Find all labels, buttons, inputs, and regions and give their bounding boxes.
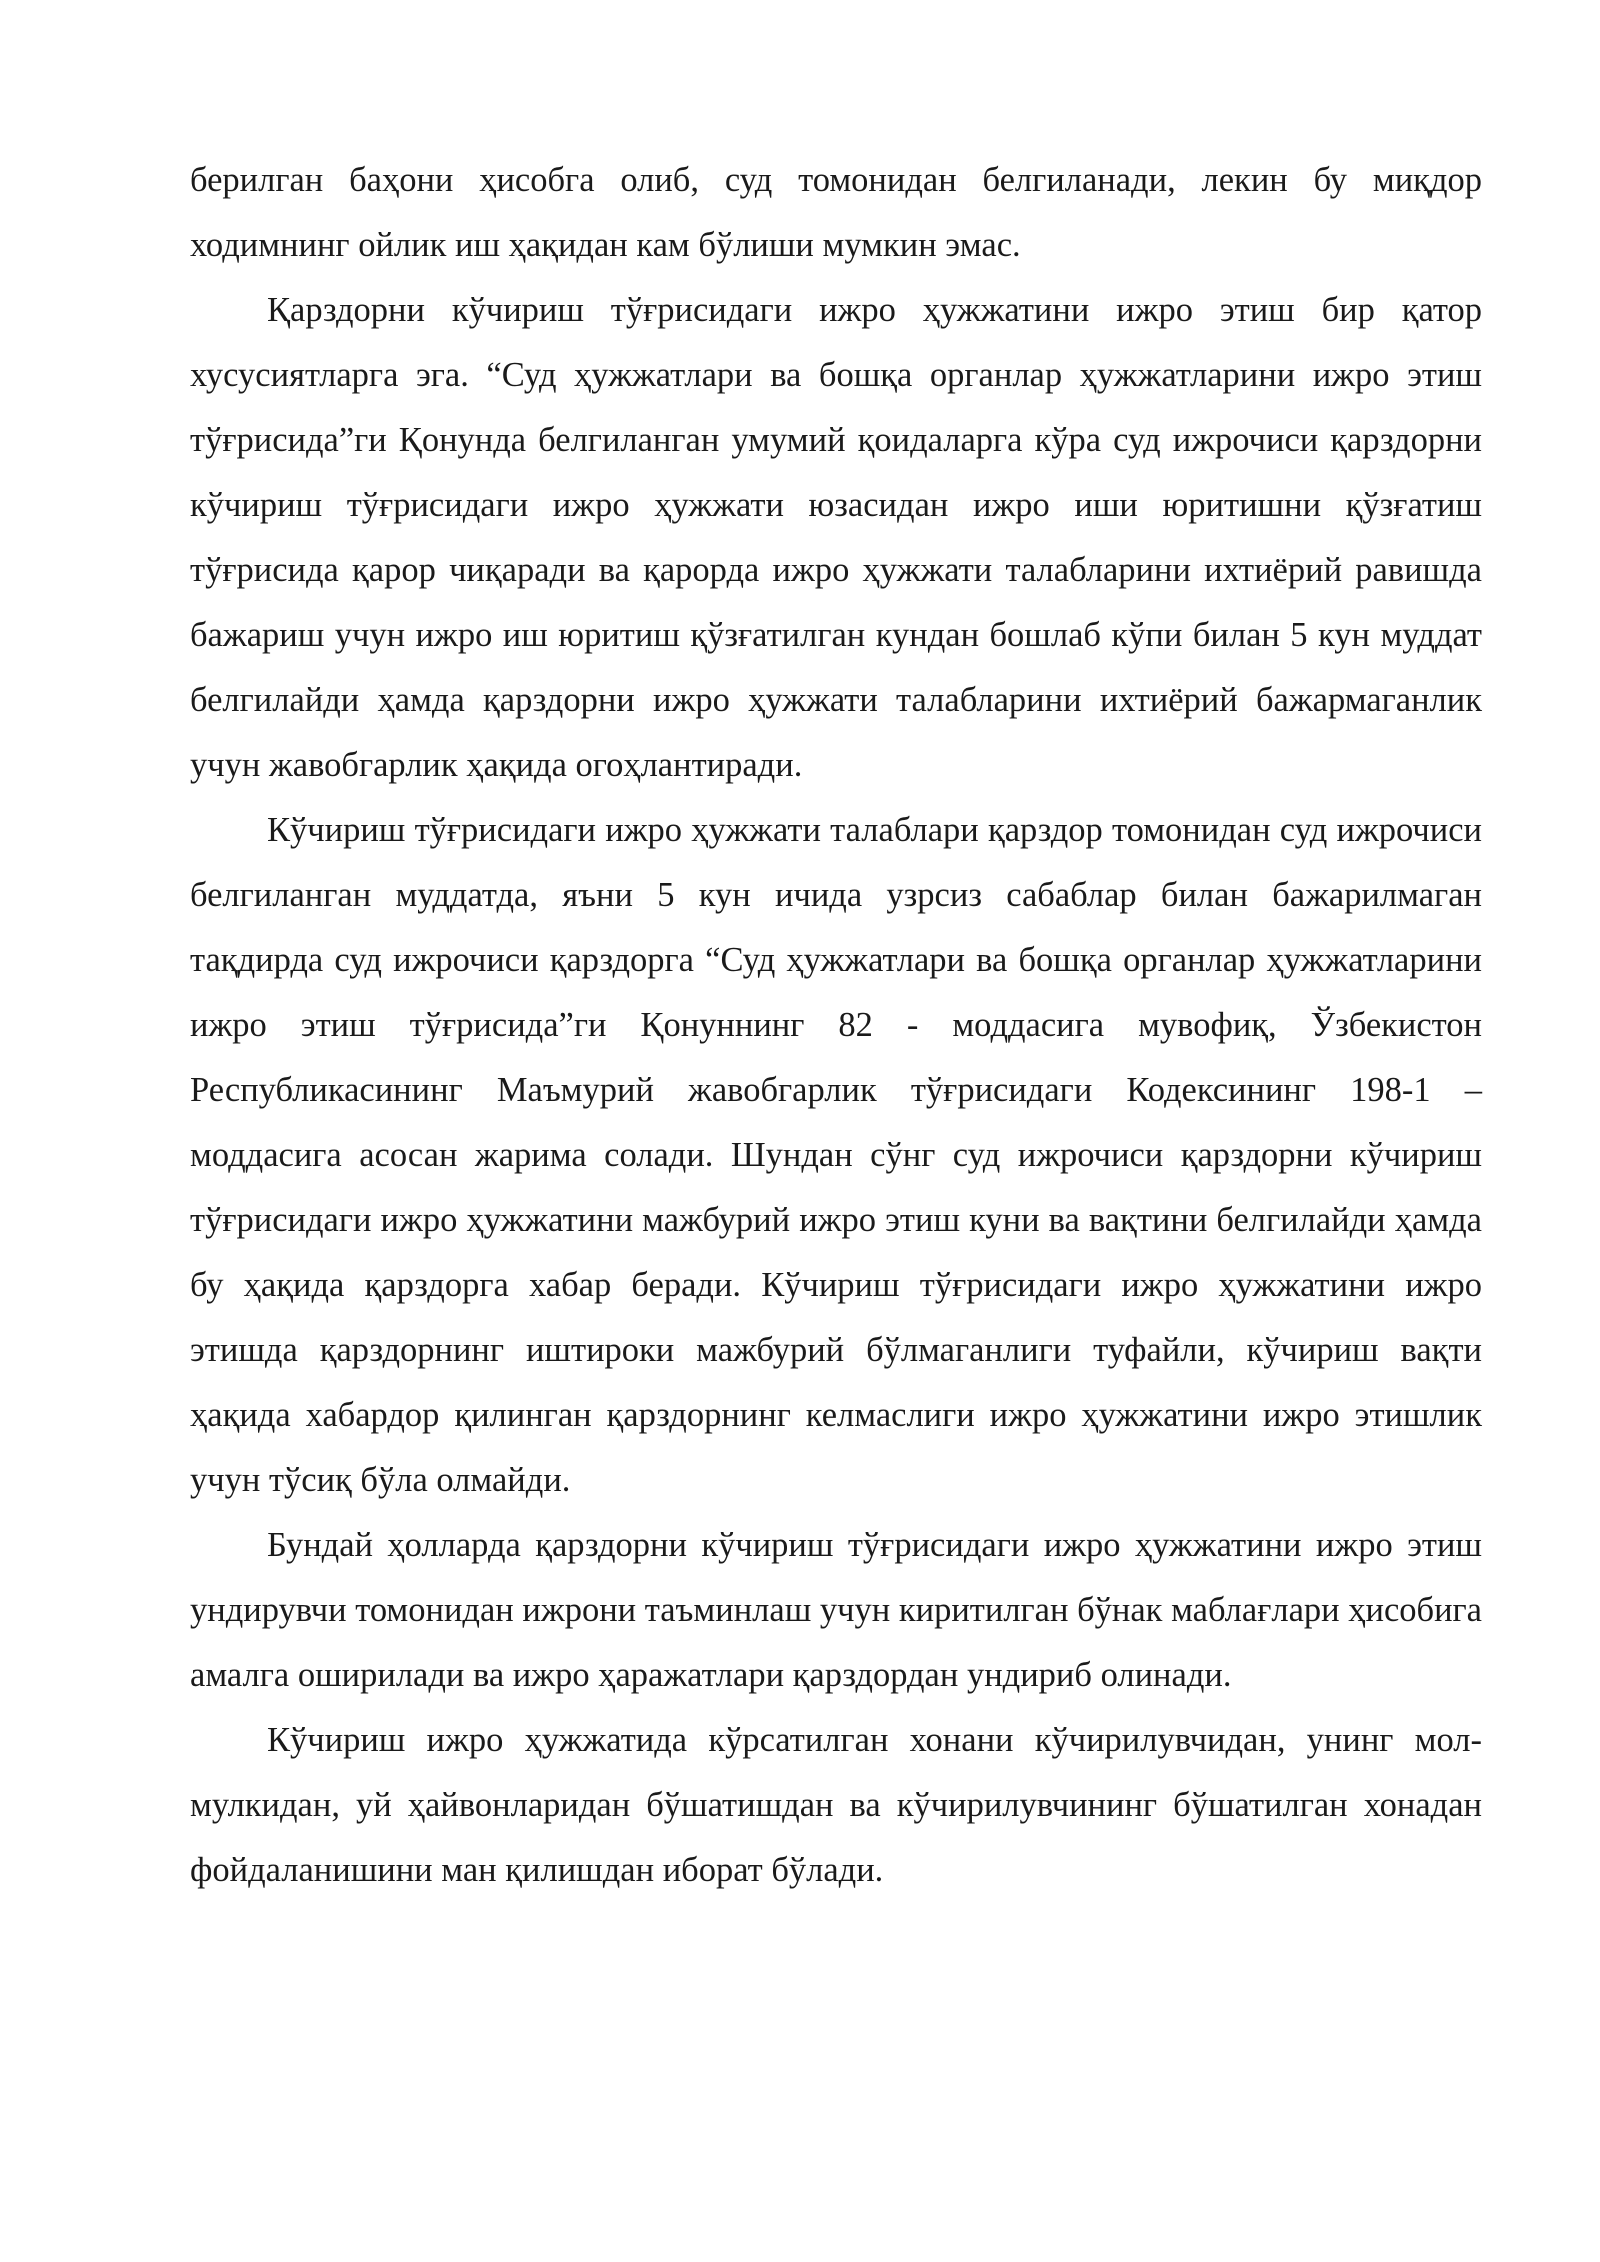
paragraph-eviction-definition: Кўчириш ижро ҳужжатида кўрсатилган хонани кўчирилувчидан, унинг мол-мулкидан, уй ҳайвонларидан бўшатишдан ва кўчирилувчининг бўшатилган хонадан фойдаланишини ман қилишдан иборат бўлади.	[190, 1721, 1482, 1889]
paragraph-debtor-eviction-features: Қарздорни кўчириш тўғрисидаги ижро ҳужжатини ижро этиш бир қатор хусусиятларга эга. “Суд ҳужжатлари ва бошқа органлар ҳужжатларини ижро этиш тўғрисида”ги Қонунда белгиланган умумий қоидаларга кўра суд ижрочиси қарздорни кўчириш тўғрисидаги ижро ҳужжати юзасидан ижро иши юритишни қўзғатиш тўғрисида қарор чиқаради ва қарорда ижро ҳужжати талабларини ихтиёрий равишда бажариш учун ижро иш юритиш қўзғатилган кундан бошлаб кўпи билан 5 кун муддат белгилайди ҳамда қарздорни ижро ҳужжати талабларини ихтиёрий бажармаганлик учун жавобгарлик ҳақида огоҳлантиради.	[190, 291, 1482, 784]
document-body	[190, 148, 1482, 1903]
paragraph-advance-funds: Бундай ҳолларда қарздорни кўчириш тўғрисидаги ижро ҳужжатини ижро этиш ундирувчи томонидан ижрони таъминлаш учун киритилган бўнак маблағлари ҳисобига амалга оширилади ва ижро ҳаражатлари қарздордан ундириб олинади.	[190, 1526, 1482, 1694]
paragraph-eviction-requirements: Кўчириш тўғрисидаги ижро ҳужжати талаблари қарздор томонидан суд ижрочиси белгиланган муддатда, яъни 5 кун ичида узрсиз сабаблар билан бажарилмаган тақдирда суд ижрочиси қарздорга “Суд ҳужжатлари ва бошқа органлар ҳужжатларини ижро этиш тўғрисида”ги Қонуннинг 82 - моддасига мувофиқ, Ўзбекистон Республикасининг Маъмурий жавобгарлик тўғрисидаги Кодексининг 198-1 – моддасига асосан жарима солади. Шундан сўнг суд ижрочиси қарздорни кўчириш тўғрисидаги ижро ҳужжатини мажбурий ижро этиш куни ва вақтини белгилайди ҳамда бу ҳақида қарздорга хабар беради. Кўчириш тўғрисидаги ижро ҳужжатини ижро этишда қарздорнинг иштироки мажбурий бўлмаганлиги туфайли, кўчириш вақти ҳақида хабардор қилинган қарздорнинг келмаслиги ижро ҳужжатини ижро этишлик учун тўсиқ бўла олмайди.	[190, 811, 1482, 1499]
paragraph-continuation: берилган баҳони ҳисобга олиб, суд томонидан белгиланади, лекин бу миқдор ходимнинг ойлик иш ҳақидан кам бўлиши мумкин эмас.	[190, 161, 1482, 264]
